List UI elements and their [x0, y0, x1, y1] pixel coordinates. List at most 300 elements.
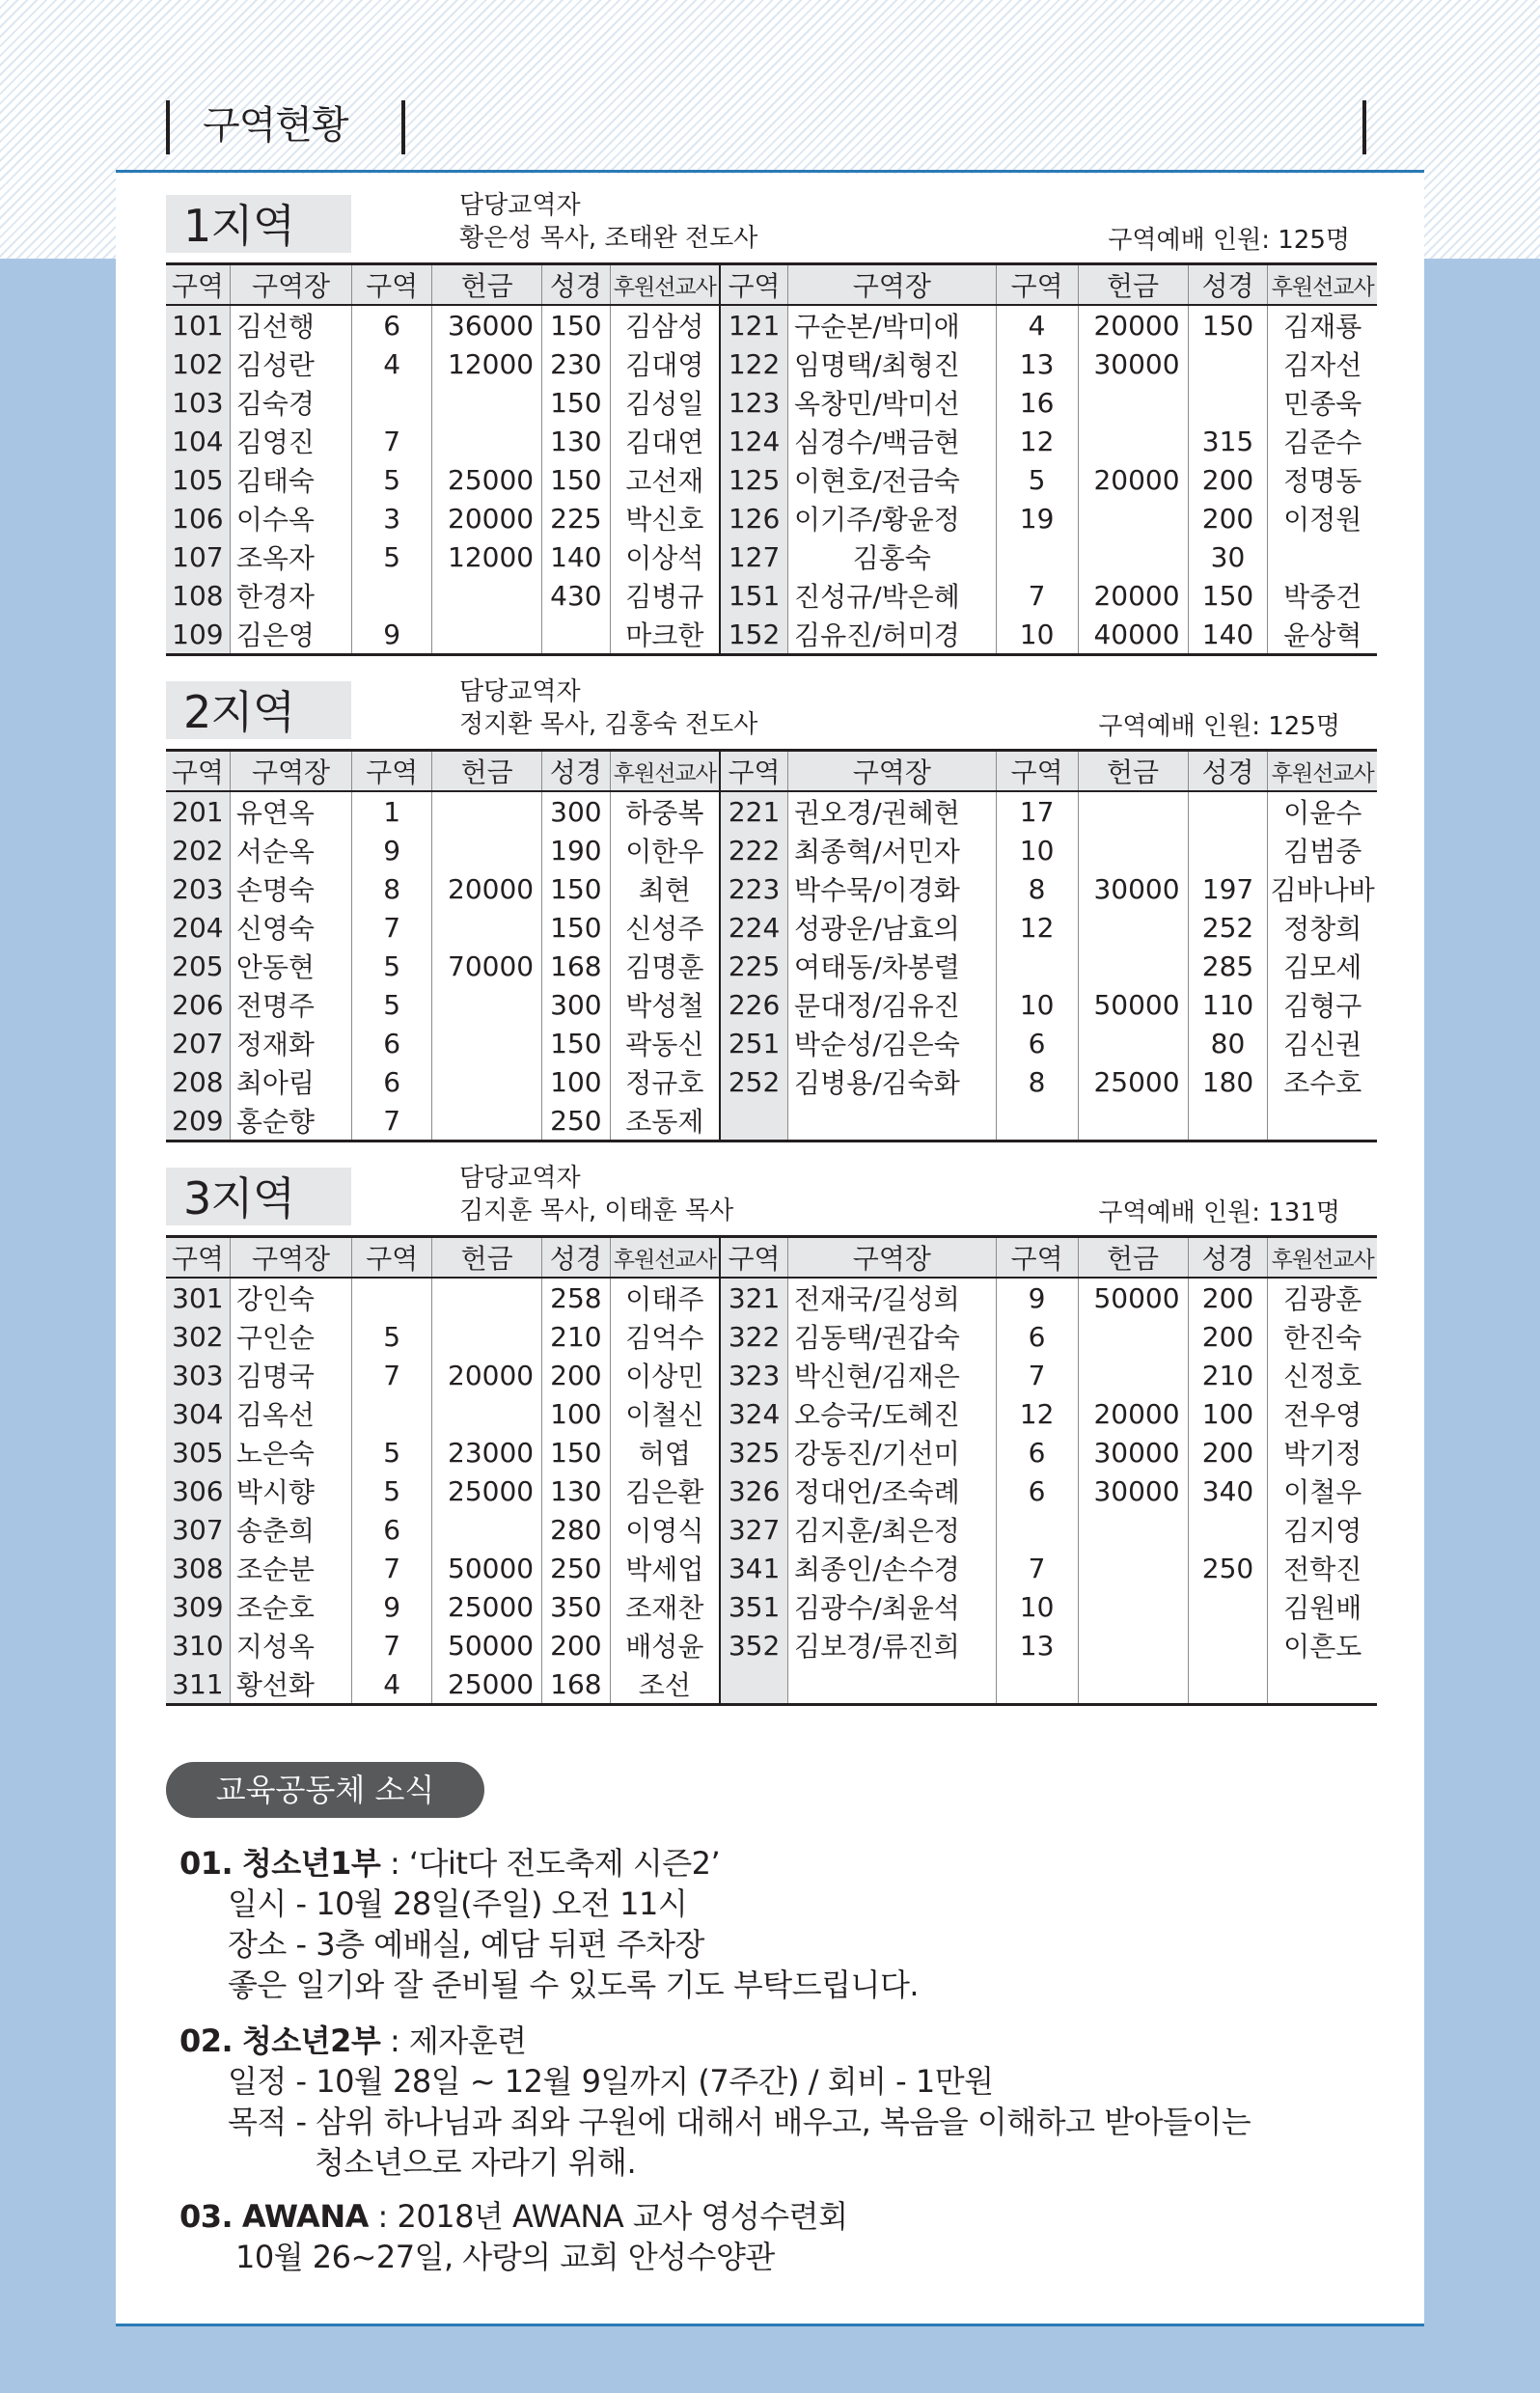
- cell-bible: 200: [542, 1626, 610, 1664]
- cell-bible: 250: [542, 1101, 610, 1141]
- cell-leader: 구인순: [230, 1317, 351, 1356]
- cell-bible: 168: [542, 947, 610, 985]
- cell-district-no: 127: [720, 537, 787, 576]
- column-header-bible: 성경: [542, 751, 610, 792]
- cell-bible: 100: [1188, 1394, 1268, 1433]
- cell-offering: 70000: [432, 947, 542, 985]
- cell-missionary: 윤상혁: [1268, 615, 1377, 655]
- cell-leader: 박시향: [230, 1472, 351, 1510]
- cell-attendance: 5: [352, 460, 432, 499]
- cell-missionary: 이상민: [610, 1356, 720, 1394]
- region-name: 1지역: [166, 195, 351, 253]
- table-row: [166, 1356, 1377, 1394]
- cell-missionary: [1268, 537, 1377, 576]
- cell-attendance: 7: [352, 422, 432, 460]
- cell-district-no: 311: [166, 1664, 230, 1705]
- cell-missionary: 김병규: [610, 576, 720, 615]
- cell-bible: 150: [542, 1433, 610, 1472]
- column-header-offering: 헌금: [1078, 1237, 1188, 1279]
- cell-district-no: 208: [166, 1062, 230, 1101]
- cell-leader: [788, 1101, 997, 1141]
- cell-attendance: 7: [352, 1101, 432, 1141]
- cell-district-no: 251: [720, 1024, 787, 1062]
- cell-attendance: 5: [352, 985, 432, 1024]
- cell-bible: [1188, 791, 1268, 831]
- cell-missionary: 이상석: [610, 537, 720, 576]
- cell-missionary: 최현: [610, 869, 720, 908]
- cell-leader: 최아림: [230, 1062, 351, 1101]
- cell-offering: [432, 985, 542, 1024]
- cell-missionary: 이철우: [1283, 1476, 1362, 1508]
- cell-missionary: 김준수: [1283, 426, 1362, 458]
- cell-bible: 430: [542, 576, 610, 615]
- column-header-missionary: 후원선교사: [1268, 264, 1377, 306]
- column-header-missionary: 후원선교사: [1268, 1237, 1377, 1279]
- cell-district-no: 105: [166, 460, 230, 499]
- cell-offering: [1078, 947, 1188, 985]
- cell-leader: 조순분: [230, 1549, 351, 1587]
- cell-offering: [432, 1510, 542, 1549]
- cell-offering: 25000: [432, 1587, 542, 1626]
- cell-offering: [432, 1024, 542, 1062]
- cell-leader: 이기주/황윤정: [788, 499, 997, 537]
- cell-missionary: 곽동신: [610, 1024, 720, 1062]
- cell-attendance: 4: [996, 305, 1078, 344]
- cell-offering: [1078, 537, 1188, 576]
- cell-bible: 315: [1188, 422, 1268, 460]
- cell-attendance: 19: [996, 499, 1078, 537]
- region-staff: [459, 675, 757, 741]
- cell-district-no: [720, 1664, 787, 1705]
- cell-missionary: 박성철: [610, 985, 720, 1024]
- cell-leader: 박순성/김은숙: [788, 1024, 997, 1062]
- cell-attendance: 4: [352, 1664, 432, 1705]
- cell-district-no: 222: [720, 831, 787, 869]
- cell-offering: [432, 1278, 542, 1317]
- table-row: [166, 1317, 1377, 1356]
- cell-district-no: 225: [720, 947, 787, 985]
- cell-offering: 25000: [432, 1472, 542, 1510]
- cell-district-no: 309: [166, 1587, 230, 1626]
- cell-district-no: 322: [720, 1317, 787, 1356]
- cell-leader: 강인숙: [230, 1278, 351, 1317]
- cell-offering: 30000: [1078, 1472, 1188, 1510]
- cell-attendance: [996, 1510, 1078, 1549]
- region-name: 3지역: [166, 1168, 351, 1225]
- cell-missionary: 김억수: [610, 1317, 720, 1356]
- table-row: [166, 1278, 1377, 1317]
- table-row: [166, 305, 1377, 344]
- cell-offering: [1078, 791, 1188, 831]
- cell-district-no: 252: [720, 1062, 787, 1101]
- cell-offering: [1078, 1587, 1188, 1626]
- news-topic: : ‘다it다 전도축제 시즌2’: [380, 1845, 721, 1882]
- cell-district-no: 126: [720, 499, 787, 537]
- cell-missionary: 김원배: [1283, 1592, 1362, 1624]
- news-item-2: [179, 2021, 1251, 2183]
- cell-district-no: 101: [166, 305, 230, 344]
- cell-missionary: 박중건: [1283, 581, 1362, 613]
- cell-offering: 20000: [1078, 305, 1188, 344]
- cell-offering: [1078, 1356, 1188, 1394]
- cell-district-no: 327: [720, 1510, 787, 1549]
- cell-attendance: 17: [996, 791, 1078, 831]
- cell-bible: [542, 615, 610, 655]
- cell-leader: 김성란: [230, 344, 351, 383]
- cell-offering: 23000: [432, 1433, 542, 1472]
- cell-missionary: 정명동: [1283, 465, 1362, 497]
- cell-attendance: 5: [996, 460, 1078, 499]
- cell-missionary: 이윤수: [1283, 797, 1362, 829]
- table-row: [166, 1626, 1377, 1664]
- cell-attendance: 16: [996, 383, 1078, 422]
- region-count: 구역예배 인원: 125명: [1098, 712, 1340, 741]
- cell-leader: 김지훈/최은정: [788, 1510, 997, 1549]
- cell-missionary: 김명훈: [610, 947, 720, 985]
- cell-district-no: 326: [720, 1472, 787, 1510]
- cell-offering: 20000: [432, 1356, 542, 1394]
- cell-leader: 진성규/박은혜: [788, 576, 997, 615]
- news-num: 01.: [179, 1845, 234, 1882]
- cell-district-no: 301: [166, 1278, 230, 1317]
- table-row: [166, 460, 1377, 499]
- cell-district-no: 321: [720, 1278, 787, 1317]
- column-header-offering: 헌금: [1078, 751, 1188, 792]
- region-name: 2지역: [166, 681, 351, 739]
- table-row: [166, 985, 1377, 1024]
- cell-district-no: 302: [166, 1317, 230, 1356]
- cell-missionary: 김성일: [610, 383, 720, 422]
- cell-missionary: 이흔도: [1283, 1631, 1362, 1663]
- cell-bible: 150: [542, 908, 610, 947]
- cell-leader: 유연옥: [230, 791, 351, 831]
- cell-bible: 80: [1188, 1024, 1268, 1062]
- cell-bible: 200: [1188, 1278, 1268, 1317]
- cell-missionary: 김광훈: [1283, 1283, 1362, 1315]
- column-header-bible: 성경: [542, 264, 610, 306]
- cell-district-no: 201: [166, 791, 230, 831]
- cell-leader: 옥창민/박미선: [788, 383, 997, 422]
- cell-leader: 전명주: [230, 985, 351, 1024]
- news-line: 청소년으로 자라기 위해.: [315, 2144, 637, 2181]
- cell-offering: [432, 1394, 542, 1433]
- cell-offering: [1078, 499, 1188, 537]
- cell-offering: [432, 576, 542, 615]
- cell-district-no: 124: [720, 422, 787, 460]
- cell-district-no: 204: [166, 908, 230, 947]
- cell-bible: 150: [1188, 305, 1268, 344]
- cell-missionary: 이정원: [1283, 504, 1362, 536]
- cell-leader: 권오경/권혜현: [788, 791, 997, 831]
- cell-attendance: 3: [352, 499, 432, 537]
- table-header-row: [166, 264, 1377, 306]
- header-divider: [166, 100, 170, 154]
- cell-district-no: 109: [166, 615, 230, 655]
- cell-district-no: 223: [720, 869, 787, 908]
- table-row: [166, 1664, 1377, 1705]
- cell-offering: 25000: [1078, 1062, 1188, 1101]
- cell-missionary: 전학진: [1283, 1554, 1362, 1585]
- cell-offering: [1078, 1101, 1188, 1141]
- cell-leader: 김유진/허미경: [788, 615, 997, 655]
- cell-district-no: 304: [166, 1394, 230, 1433]
- cell-attendance: [996, 1101, 1078, 1141]
- table-row: [166, 615, 1377, 655]
- cell-leader: 강동진/기선미: [788, 1433, 997, 1472]
- cell-leader: 임명택/최형진: [788, 344, 997, 383]
- cell-offering: 20000: [1078, 576, 1188, 615]
- cell-bible: 225: [542, 499, 610, 537]
- table-row: [166, 383, 1377, 422]
- cell-missionary: 허엽: [610, 1433, 720, 1472]
- cell-missionary: 조수호: [1283, 1067, 1362, 1099]
- column-header-leader: 구역장: [230, 751, 351, 792]
- region-staff: [459, 189, 757, 255]
- cell-leader: 조옥자: [230, 537, 351, 576]
- cell-offering: 40000: [1078, 615, 1188, 655]
- news-section-title: 교육공동체 소식: [166, 1762, 484, 1818]
- cell-attendance: 7: [996, 1356, 1078, 1394]
- cell-bible: 200: [1188, 1433, 1268, 1472]
- cell-attendance: 13: [996, 1626, 1078, 1664]
- cell-leader: 김태숙: [230, 460, 351, 499]
- cell-district-no: 325: [720, 1433, 787, 1472]
- cell-missionary: 김대영: [610, 344, 720, 383]
- cell-leader: 김옥선: [230, 1394, 351, 1433]
- cell-district-no: 104: [166, 422, 230, 460]
- cell-attendance: 9: [352, 1587, 432, 1626]
- cell-offering: 30000: [1078, 344, 1188, 383]
- table-row: [166, 1587, 1377, 1626]
- cell-leader: 김보경/류진희: [788, 1626, 997, 1664]
- table-row: [166, 831, 1377, 869]
- cell-attendance: 9: [352, 615, 432, 655]
- table-header-row: [166, 751, 1377, 792]
- cell-missionary: 정규호: [610, 1062, 720, 1101]
- cell-missionary: 이철신: [610, 1394, 720, 1433]
- cell-bible: 230: [542, 344, 610, 383]
- table-header-row: [166, 1237, 1377, 1279]
- cell-leader: 성광운/남효의: [788, 908, 997, 947]
- cell-attendance: 1: [352, 791, 432, 831]
- column-header-bible: 성경: [1188, 1237, 1268, 1279]
- cell-bible: 140: [1188, 615, 1268, 655]
- cell-attendance: [352, 1394, 432, 1433]
- cell-offering: 30000: [1078, 1433, 1188, 1472]
- cell-bible: 110: [1188, 985, 1268, 1024]
- staff-names: 황은성 목사, 조태완 전도사: [459, 224, 758, 253]
- cell-missionary: 민종욱: [1283, 388, 1362, 420]
- staff-names: 정지환 목사, 김홍숙 전도사: [459, 710, 758, 739]
- cell-district-no: 203: [166, 869, 230, 908]
- table-row: [166, 1062, 1377, 1101]
- cell-district-no: 307: [166, 1510, 230, 1549]
- cell-offering: [1078, 1317, 1188, 1356]
- table-row: [166, 1101, 1377, 1141]
- region-staff: [459, 1162, 733, 1227]
- cell-leader: 김숙경: [230, 383, 351, 422]
- news-line: 10월 26~27일, 사랑의 교회 안성수양관: [235, 2239, 775, 2275]
- cell-bible: 130: [542, 1472, 610, 1510]
- cell-attendance: 5: [352, 947, 432, 985]
- cell-attendance: 9: [996, 1278, 1078, 1317]
- cell-bible: 285: [1188, 947, 1268, 985]
- cell-leader: 조순호: [230, 1587, 351, 1626]
- news-num: 02.: [179, 2022, 234, 2059]
- cell-bible: [1188, 1101, 1268, 1141]
- cell-offering: [432, 1062, 542, 1101]
- cell-missionary: [1268, 1101, 1377, 1141]
- cell-offering: 25000: [432, 460, 542, 499]
- cell-missionary: 김은환: [610, 1472, 720, 1510]
- cell-offering: 30000: [1078, 869, 1188, 908]
- cell-attendance: 8: [352, 869, 432, 908]
- cell-district-no: [720, 1101, 787, 1141]
- region-count: 구역예배 인원: 131명: [1098, 1198, 1340, 1227]
- cell-district-no: 108: [166, 576, 230, 615]
- cell-attendance: 7: [996, 1549, 1078, 1587]
- cell-offering: 50000: [1078, 1278, 1188, 1317]
- table-row: [166, 1433, 1377, 1472]
- cell-district-no: 352: [720, 1626, 787, 1664]
- cell-offering: [432, 791, 542, 831]
- column-header-attendance: 구역: [352, 751, 432, 792]
- table-row: [166, 908, 1377, 947]
- cell-offering: [432, 1101, 542, 1141]
- news-line: 좋은 일기와 잘 준비될 수 있도록 기도 부탁드립니다.: [228, 1967, 920, 2003]
- column-header-leader: 구역장: [788, 264, 997, 306]
- cell-attendance: 9: [352, 831, 432, 869]
- cell-bible: 250: [542, 1549, 610, 1587]
- cell-missionary: 신정호: [1283, 1361, 1362, 1392]
- cell-offering: 50000: [1078, 985, 1188, 1024]
- cell-attendance: 6: [996, 1472, 1078, 1510]
- news-line: 장소 - 3층 예배실, 예담 뒤편 주차장: [228, 1926, 704, 1963]
- region-count: 구역예배 인원: 125명: [1108, 226, 1350, 255]
- cell-offering: [1078, 1024, 1188, 1062]
- cell-leader: 최종인/손수경: [788, 1549, 997, 1587]
- cell-attendance: 12: [996, 422, 1078, 460]
- column-header-bible: 성경: [1188, 751, 1268, 792]
- header-rule: [116, 170, 1424, 173]
- cell-attendance: 7: [352, 1356, 432, 1394]
- cell-bible: 130: [542, 422, 610, 460]
- cell-bible: 100: [542, 1394, 610, 1433]
- cell-missionary: 이태주: [610, 1278, 720, 1317]
- cell-offering: [1078, 908, 1188, 947]
- column-header-bible: 성경: [542, 1237, 610, 1279]
- cell-district-no: 224: [720, 908, 787, 947]
- cell-bible: 280: [542, 1510, 610, 1549]
- cell-missionary: 하중복: [610, 791, 720, 831]
- cell-bible: [1188, 831, 1268, 869]
- column-header-attendance: 구역: [352, 264, 432, 306]
- table-row: [166, 1394, 1377, 1433]
- cell-attendance: 12: [996, 908, 1078, 947]
- region-table: [166, 749, 1377, 1142]
- cell-offering: 50000: [432, 1626, 542, 1664]
- cell-offering: [1078, 1549, 1188, 1587]
- cell-attendance: [352, 576, 432, 615]
- cell-district-no: 310: [166, 1626, 230, 1664]
- cell-offering: [1078, 1626, 1188, 1664]
- table-row: [166, 869, 1377, 908]
- column-header-attendance: 구역: [352, 1237, 432, 1279]
- cell-district-no: 303: [166, 1356, 230, 1394]
- cell-attendance: 8: [996, 1062, 1078, 1101]
- cell-leader: 김은영: [230, 615, 351, 655]
- cell-leader: 오승국/도혜진: [788, 1394, 997, 1433]
- column-header-attendance: 구역: [996, 264, 1078, 306]
- cell-missionary: 김지영: [1283, 1515, 1362, 1547]
- cell-bible: [1188, 1626, 1268, 1664]
- cell-leader: 김병용/김숙화: [788, 1062, 997, 1101]
- column-header-bible: 성경: [1188, 264, 1268, 306]
- cell-bible: 350: [542, 1587, 610, 1626]
- cell-attendance: 7: [996, 576, 1078, 615]
- cell-bible: 300: [542, 985, 610, 1024]
- cell-leader: 심경수/백금현: [788, 422, 997, 460]
- region-table: [166, 1235, 1377, 1706]
- cell-offering: 20000: [1078, 460, 1188, 499]
- column-header-district-no: 구역: [720, 264, 787, 306]
- cell-bible: 340: [1188, 1472, 1268, 1510]
- column-header-missionary: 후원선교사: [610, 751, 720, 792]
- cell-bible: 258: [542, 1278, 610, 1317]
- column-header-missionary: 후원선교사: [610, 1237, 720, 1279]
- cell-district-no: 107: [166, 537, 230, 576]
- column-header-leader: 구역장: [230, 264, 351, 306]
- news-topic: : 2018년 AWANA 교사 영성수련회: [368, 2198, 848, 2235]
- column-header-missionary: 후원선교사: [610, 264, 720, 306]
- table-row: [166, 576, 1377, 615]
- cell-leader: 김명국: [230, 1356, 351, 1394]
- cell-leader: 신영숙: [230, 908, 351, 947]
- staff-names: 김지훈 목사, 이태훈 목사: [459, 1196, 734, 1225]
- cell-attendance: 4: [352, 344, 432, 383]
- cell-district-no: 209: [166, 1101, 230, 1141]
- cell-missionary: 고선재: [610, 460, 720, 499]
- column-header-attendance: 구역: [996, 1237, 1078, 1279]
- cell-attendance: 12: [996, 1394, 1078, 1433]
- cell-district-no: 324: [720, 1394, 787, 1433]
- cell-district-no: 226: [720, 985, 787, 1024]
- cell-missionary: 배성윤: [610, 1626, 720, 1664]
- cell-leader: 이수옥: [230, 499, 351, 537]
- cell-bible: [1188, 1510, 1268, 1549]
- table-row: [166, 1024, 1377, 1062]
- cell-offering: [432, 908, 542, 947]
- cell-bible: 300: [542, 791, 610, 831]
- cell-missionary: 마크한: [610, 615, 720, 655]
- cell-bible: 210: [542, 1317, 610, 1356]
- cell-leader: 안동현: [230, 947, 351, 985]
- cell-leader: 구순본/박미애: [788, 305, 997, 344]
- cell-offering: [1078, 831, 1188, 869]
- cell-offering: 12000: [432, 344, 542, 383]
- cell-leader: 노은숙: [230, 1433, 351, 1472]
- staff-label: 담당교역자: [459, 1164, 581, 1193]
- cell-offering: [432, 615, 542, 655]
- column-header-offering: 헌금: [1078, 264, 1188, 306]
- cell-missionary: 박세업: [610, 1549, 720, 1587]
- cell-offering: 36000: [432, 305, 542, 344]
- cell-district-no: 121: [720, 305, 787, 344]
- cell-missionary: 조동제: [610, 1101, 720, 1141]
- cell-missionary: 김신권: [1283, 1029, 1362, 1060]
- cell-missionary: 한진숙: [1283, 1322, 1362, 1354]
- cell-missionary: 정창희: [1283, 913, 1362, 945]
